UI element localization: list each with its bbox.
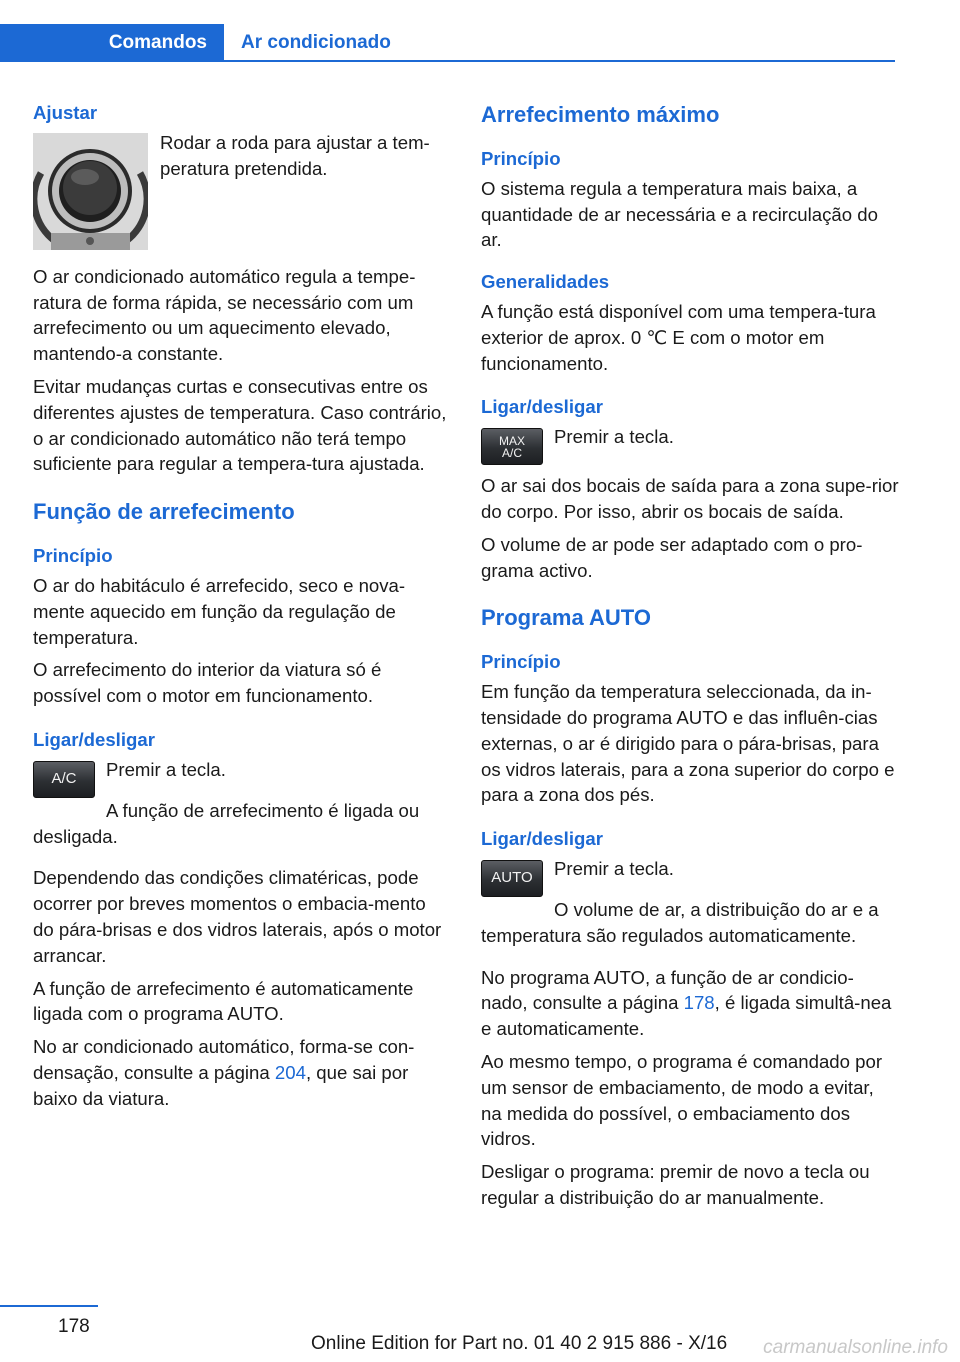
premir-text: Premir a tecla. — [554, 857, 674, 879]
heading-ligar-desligar: Ligar/desligar — [33, 728, 155, 750]
footer-rule — [0, 1305, 98, 1307]
paragraph — [481, 965, 899, 1042]
paragraph: A função está disponível com uma tempera-tura exterior de aprox. 0 ℃ E com o motor em funcionamento. — [481, 300, 876, 374]
paragraph: O ar condicionado automático regula a tempe-ratura de forma rápida, se necessário com um arrefecimento ou um aquecimento elevado, mantendo-a constante. — [33, 265, 416, 365]
paragraph: Em função da temperatura seleccionada, da in-tensidade do programa AUTO e das influên-cias externas, o ar é dirigido para o pára-brisas, para os vidros laterais, para a zona superior do corpo e para a zona dos pés. — [481, 681, 895, 806]
premir-text: Premir a tecla. — [106, 758, 226, 780]
heading-principio: Princípio — [33, 545, 113, 567]
auto-key-icon: AUTO — [481, 860, 543, 897]
max-ac-key-icon — [481, 428, 543, 465]
text: No ar condicionado automático, forma-se con-densação, consulte a página — [33, 1036, 415, 1083]
tab-comandos[interactable]: Comandos — [0, 24, 224, 62]
paragraph: O ar sai dos bocais de saída para a zona supe-rior do corpo. Por isso, abrir os bocais de saída. — [481, 475, 899, 522]
heading-ligar-desligar: Ligar/desligar — [481, 828, 603, 850]
paragraph: A função de arrefecimento é automaticamente ligada com o programa AUTO. — [33, 977, 414, 1025]
ac-function-text: A função de arrefecimento é ligada ou desligada. — [33, 799, 420, 847]
ac-key-icon: A/C — [33, 761, 95, 798]
heading-ajustar: Ajustar — [33, 102, 98, 123]
temperature-knob-image — [33, 133, 148, 250]
paragraph — [33, 1034, 448, 1111]
paragraph: O arrefecimento do interior da viatura só é possível com o motor em funcionamento. — [33, 659, 382, 707]
text: No programa AUTO, a função de ar condicio-nado, consulte a página — [481, 966, 854, 1014]
page-header — [0, 24, 895, 62]
heading-funcao-arrefecimento: Função de arrefecimento — [33, 499, 295, 525]
watermark: carmanualsonline.info — [763, 1337, 948, 1358]
page-number: 178 — [58, 1316, 90, 1337]
heading-generalidades: Generalidades — [481, 271, 610, 293]
heading-arrefecimento-maximo: Arrefecimento máximo — [481, 102, 720, 127]
text: , que sai por baixo da viatura. — [33, 1061, 409, 1109]
paragraph: Ao mesmo tempo, o programa é comandado por um sensor de embaciamento, de modo a evitar, na medida do possível, o embaciamento dos vidros. — [481, 1050, 883, 1150]
key-label: A/C — [501, 445, 522, 460]
text: , é ligada simultâ-nea e automaticamente. — [481, 992, 892, 1040]
auto-key-row — [481, 856, 899, 897]
max-ac-key-row — [481, 424, 899, 465]
left-column — [33, 100, 448, 1119]
premir-text: Premir a tecla. — [554, 426, 674, 448]
header-rule — [0, 60, 895, 62]
paragraph: O volume de ar pode ser adaptado com o pro-grama activo. — [481, 533, 863, 581]
auto-function-text: O volume de ar, a distribuição do ar e a temperatura são regulados automaticamente. — [481, 898, 879, 946]
paragraph: Evitar mudanças curtas e consecutivas entre os diferentes ajustes de temperatura. Caso contrário, o ar condicionado automático não terá tempo suficiente para regular a tempera-tura ajustada. — [33, 375, 447, 475]
heading-principio: Princípio — [481, 148, 561, 169]
ajustar-text: Rodar a roda para ajustar a tem-peratura pretendida. — [160, 131, 430, 179]
heading-principio: Princípio — [481, 651, 561, 673]
ac-key-row — [33, 757, 448, 798]
page-link-178[interactable]: 178 — [683, 992, 715, 1014]
edition-text: Online Edition for Part no. 01 40 2 915 886 - X/16 — [311, 1333, 728, 1354]
paragraph: Desligar o programa: premir de novo a tecla ou regular a distribuição do ar manualmente. — [481, 1161, 870, 1208]
paragraph: O ar do habitáculo é arrefecido, seco e nova-mente aquecido em função da regulação de temperatura. — [33, 574, 406, 648]
key-label: MAX — [498, 433, 525, 448]
heading-ligar-desligar: Ligar/desligar — [481, 396, 603, 418]
tab-ar-condicionado[interactable]: Ar condicionado — [241, 32, 391, 53]
paragraph: O sistema regula a temperatura mais baixa, a quantidade de ar necessária e a recirculação do ar. — [481, 177, 878, 251]
page-link-204[interactable]: 204 — [274, 1061, 306, 1083]
ajustar-figure-row — [33, 130, 448, 250]
paragraph: Dependendo das condições climatéricas, pode ocorrer por breves momentos o embacia-mento do pára-brisas e dos vidros laterais, após o motor arrancar. — [33, 867, 442, 966]
right-column — [481, 100, 899, 1218]
heading-programa-auto: Programa AUTO — [481, 605, 651, 631]
